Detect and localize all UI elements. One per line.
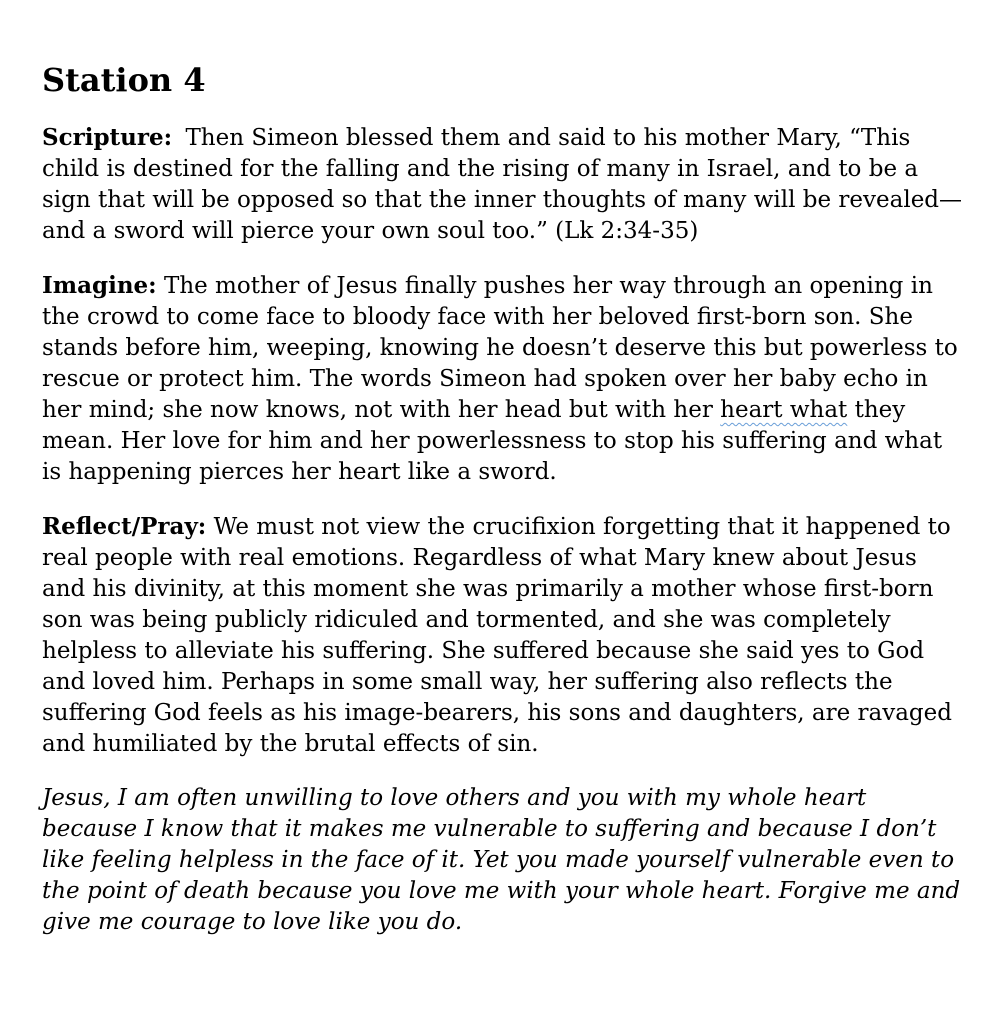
prayer-paragraph: Jesus, I am often unwilling to love others and you with my whole heart because I know that it makes me vulnerable to suffering and because I don’t like feeling helpless in the face of it. Yet you made yourself vulnerable even to the point of death because you love me with your whole heart. Forgive me and give me courage to love like you do.: [42, 785, 961, 935]
scripture-text: Then Simeon blessed them and said to his mother Mary, “This child is destined for the falling and the rising of many in Israel, and to be a sign that will be opposed so that the inner thoughts of many will be revealed—and a sword will pierce your own soul too.” (Lk 2:34-35): [42, 125, 963, 244]
imagine-label: Imagine:: [42, 272, 157, 299]
reflect-pray-label: Reflect/Pray:: [42, 513, 207, 540]
imagine-text-before: The mother of Jesus finally pushes her way through an opening in the crowd to come face to bloody face with her beloved first-born son. She stands before him, weeping, knowing he doesn’t deserve this but powerless to rescue or protect him. The words Simeon had spoken over her baby echo in her mind; she now knows, not with her head but with her: [42, 273, 958, 423]
imagine-text-after: they mean. Her love for him and her powerlessness to stop his suffering and what is happening pierces her heart like a sword.: [42, 397, 943, 485]
imagine-paragraph: [42, 270, 964, 488]
reflect-pray-text: We must not view the crucifixion forgetting that it happened to real people with real emotions. Regardless of what Mary knew about Jesus and his divinity, at this moment she was primarily a mother whose first-born son was being publicly ridiculed and tormented, and she was completely helpless to alleviate his suffering. She suffered because she said yes to God and loved him. Perhaps in some small way, her suffering also reflects the suffering God feels as his image-bearers, his sons and daughters, are ravaged and humiliated by the brutal effects of sin.: [42, 514, 952, 757]
scripture-paragraph: [42, 122, 964, 247]
scripture-label: Scripture:: [42, 124, 173, 151]
page-title: Station 4: [42, 61, 206, 99]
reflect-pray-paragraph: [42, 511, 964, 760]
grammar-flagged-text[interactable]: heart what: [720, 397, 848, 423]
